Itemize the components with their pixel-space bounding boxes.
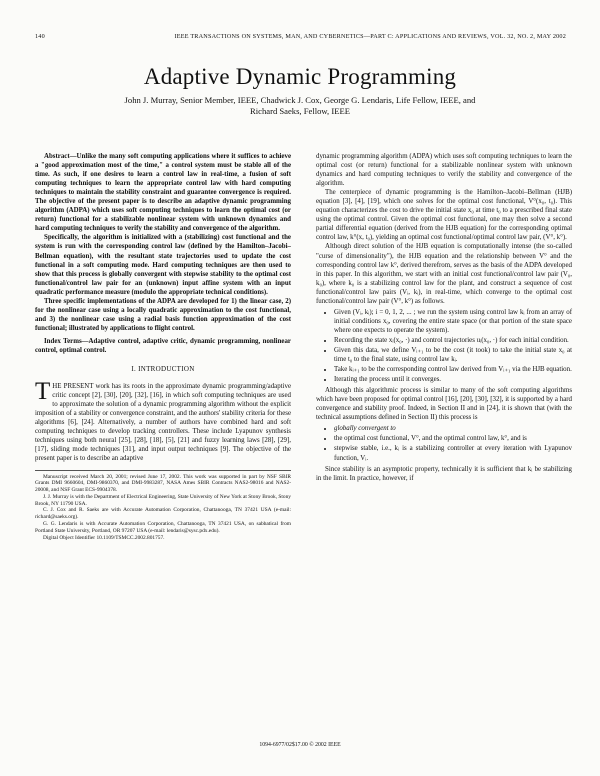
intro-text: HE PRESENT work has its roots in the approximate dynamic programming/adaptive critic concept [2], [30], [20], [32], [16], in which soft computing techniques are used to approximate the solution of a dynamic programming algorithm without the explicit imposition of a stability or convergence constraint, and the authors' stability criteria for these algorithms [6], [24]. Alternatively, a number of authors have combined hard and soft computing techniques to develop tracking controllers. These include Lyapunov synthesis techniques using both neural [25], [28], [18], [5], [21] and fuzzy learning laws [28], [29], [17], sliding mode techniques [31], and input output techniques [9]. The objective of the present paper is to describe an adaptive [35, 383, 291, 463]
footnote-doi: Digital Object Identifier 10.1109/TSMCC.2002.801757. [43, 534, 165, 541]
list-item: • Given (Vᵢ, kᵢ); i = 0, 1, 2, ... ; we run the system using control law kᵢ from an array of initial conditions x₀, covering the entire state space (or that portion of the state space where one expects to operate the system). [334, 308, 572, 335]
index-terms: Index Terms—Adaptive control, adaptive critic, dynamic programming, nonlinear control, optimal control. [35, 337, 291, 354]
list-item: • Iterating the process until it converges. [334, 375, 572, 384]
author-block [60, 95, 540, 117]
right-column [316, 152, 572, 483]
properties-list [316, 424, 572, 462]
abstract-paragraph-2: Specifically, the algorithm is initialized with a (stabilizing) cost functional and the system is run with the corresponding control law (defined by the Hamilton–Jacobi–Bellman equation), with the resultant state trajectories used to update the cost functional in a soft computing mode. Hard computing techniques are then used to show that this process is globally convergent with stepwise stability to the optimal cost functional/control law pair for an (unknown) input affine system with an input quadratic performance measure (modulo the appropriate technical conditions). [35, 234, 291, 296]
footnote-murray: J. J. Murray is with the Department of Electrical Engineering, State University of New York at Stony Brook, Stony Brook, NY 11790 USA. [35, 493, 291, 507]
footnote-manuscript: Manuscript received March 20, 2001; revised June 17, 2002. This work was supported in part by NSF SBIR Grants DMI 9660604, DMI-9860370, and DMI-9983287, NASA Ames SBIR Contracts NAS2-98016 and NAS2-20008, and NSF Grant ECS-9904378. [35, 473, 291, 494]
right-paragraph-3: Although this algorithmic process is similar to many of the soft computing algorithms which have been proposed for optimal control [16], [20], [30], [32], it is supported by a hard convergence and stability proof. Indeed, in Section II and in [24], it is shown that (with the technical assumptions defined in Section II) this process is [316, 387, 572, 422]
abstract [35, 152, 291, 333]
footnote-cox-saeks: C. J. Cox and R. Saeks are with Accurate Automation Corporation, Chattanooga, TN 37421 USA (e-mail: richard@saeks.org). [35, 507, 291, 521]
right-paragraph-0: dynamic programming algorithm (ADPA) which uses soft computing techniques to learn the optimal cost (or return) functional for a stabilizable nonlinear system with unknown dynamics and hard computing techniques to verify the stability and convergence of the algorithm. [316, 153, 572, 188]
list-item: • the optimal cost functional, V°, and the optimal control law, k°, and is [334, 434, 572, 443]
list-item: • globally convergent to [334, 424, 572, 433]
abstract-paragraph-3: Three specific implementations of the ADPA are developed for 1) the linear case, 2) for the nonlinear case using a locally quadratic approximation to the cost functional, and 3) the nonlinear case using a radial basis function approximation of the cost functional; illustrated by applications to flight control. [35, 297, 291, 332]
intro-paragraph [35, 378, 291, 463]
author-line-2: Richard Saeks, Fellow, IEEE [250, 106, 350, 116]
author-line-1: John J. Murray, Senior Member, IEEE, Chadwick J. Cox, George G. Lendaris, Life Fellow, IEEE, and [124, 95, 476, 105]
list-item: • Take kᵢ₊₁ to be the corresponding control law derived from Vᵢ₊₁ via the HJB equation. [334, 365, 572, 374]
abstract-paragraph-1: Abstract—Unlike the many soft computing applications where it suffices to achieve a "good approximation most of the time," a control system must be stable all of the time. As such, if one desires to learn a control law in real-time, a fusion of soft computing techniques to learn the appropriate control law with hard computing techniques to maintain the stability constraint and guarantee convergence is required. The objective of the present paper is to describe an adaptive dynamic programming algorithm (ADPA) which uses soft computing techniques to learn the optimal cost (or return) functional for a stabilizable nonlinear system with unknown dynamics and hard computing techniques to verify the stability and convergence of the algorithm. [35, 153, 291, 233]
footnote-lendaris: G. G. Lendaris is with Accurate Automation Corporation, Chattanooga, TN 37421 USA, on sabbatical from Portland State University, Portland, OR 97207 USA (e-mail: lendaris@sysc.pdx.edu). [35, 521, 291, 534]
footnotes [35, 470, 291, 542]
paper-title: Adaptive Dynamic Programming [143, 64, 457, 89]
list-item: • Given this data, we define Vᵢ₊₁ to be the cost (it took) to take the initial state x₀ at time t₀ to the final state, using control law kᵢ. [334, 346, 572, 364]
right-paragraph-2: Although direct solution of the HJB equation is computationally intense (the so-called "curse of dimensionality"), the HJB equation and the relationship between V° and the corresponding control law k°, derived therefrom, serves as the basis of the ADPA developed in this paper. In this algorithm, we start with an initial cost functional/control law pair (V₀, k₀), where k₀ is a stabilizing control law for the plant, and construct a sequence of cost functional/control law pairs (Vᵢ, kᵢ), in real-time, which converge to the optimal cost functional/control law pair (V°, k°) as follows. [316, 243, 572, 305]
copyright-footer: 1094-6977/02$17.00 © 2002 IEEE [259, 742, 341, 748]
right-paragraph-1: The centerpiece of dynamic programming is the Hamilton–Jacobi–Bellman (HJB) equation [3], [4], [19], which one solves for the optimal cost functional, V°(x₀, t₀). This equation characterizes the cost to drive the initial state x₀ at time t₀ to a prescribed final state using the optimal control. Given the optimal cost functional, one may then solve a second partial differential equation (derived from the HJB equation) for the corresponding optimal control law, k°(x, t₀), yielding an optimal cost functional/optimal control law pair, (V°, k°). [316, 189, 572, 242]
page-number: 140 [35, 33, 45, 40]
running-header [35, 33, 566, 43]
section-heading-introduction: I. INTRODUCTION [131, 365, 195, 374]
list-item: • stepwise stable, i.e., kᵢ is a stabilizing controller at every iteration with Lyapunov function, Vᵢ. [334, 444, 572, 462]
left-column [35, 152, 291, 541]
list-item: • Recording the state xᵢ(x₀, ·) and control trajectories uᵢ(x₀, ·) for each initial condition. [334, 336, 572, 345]
right-paragraph-4: Since stability is an asymptotic property, technically it is sufficient that kᵢ be stabilizing in the limit. In practice, however, if [316, 465, 572, 482]
drop-cap: T [35, 378, 51, 406]
journal-header: IEEE TRANSACTIONS ON SYSTEMS, MAN, AND CYBERNETICS—PART C: APPLICATIONS AND REVIEWS, VOL. 32, NO. 2, MAY 2002 [174, 33, 566, 40]
algorithm-steps-list [316, 308, 572, 384]
